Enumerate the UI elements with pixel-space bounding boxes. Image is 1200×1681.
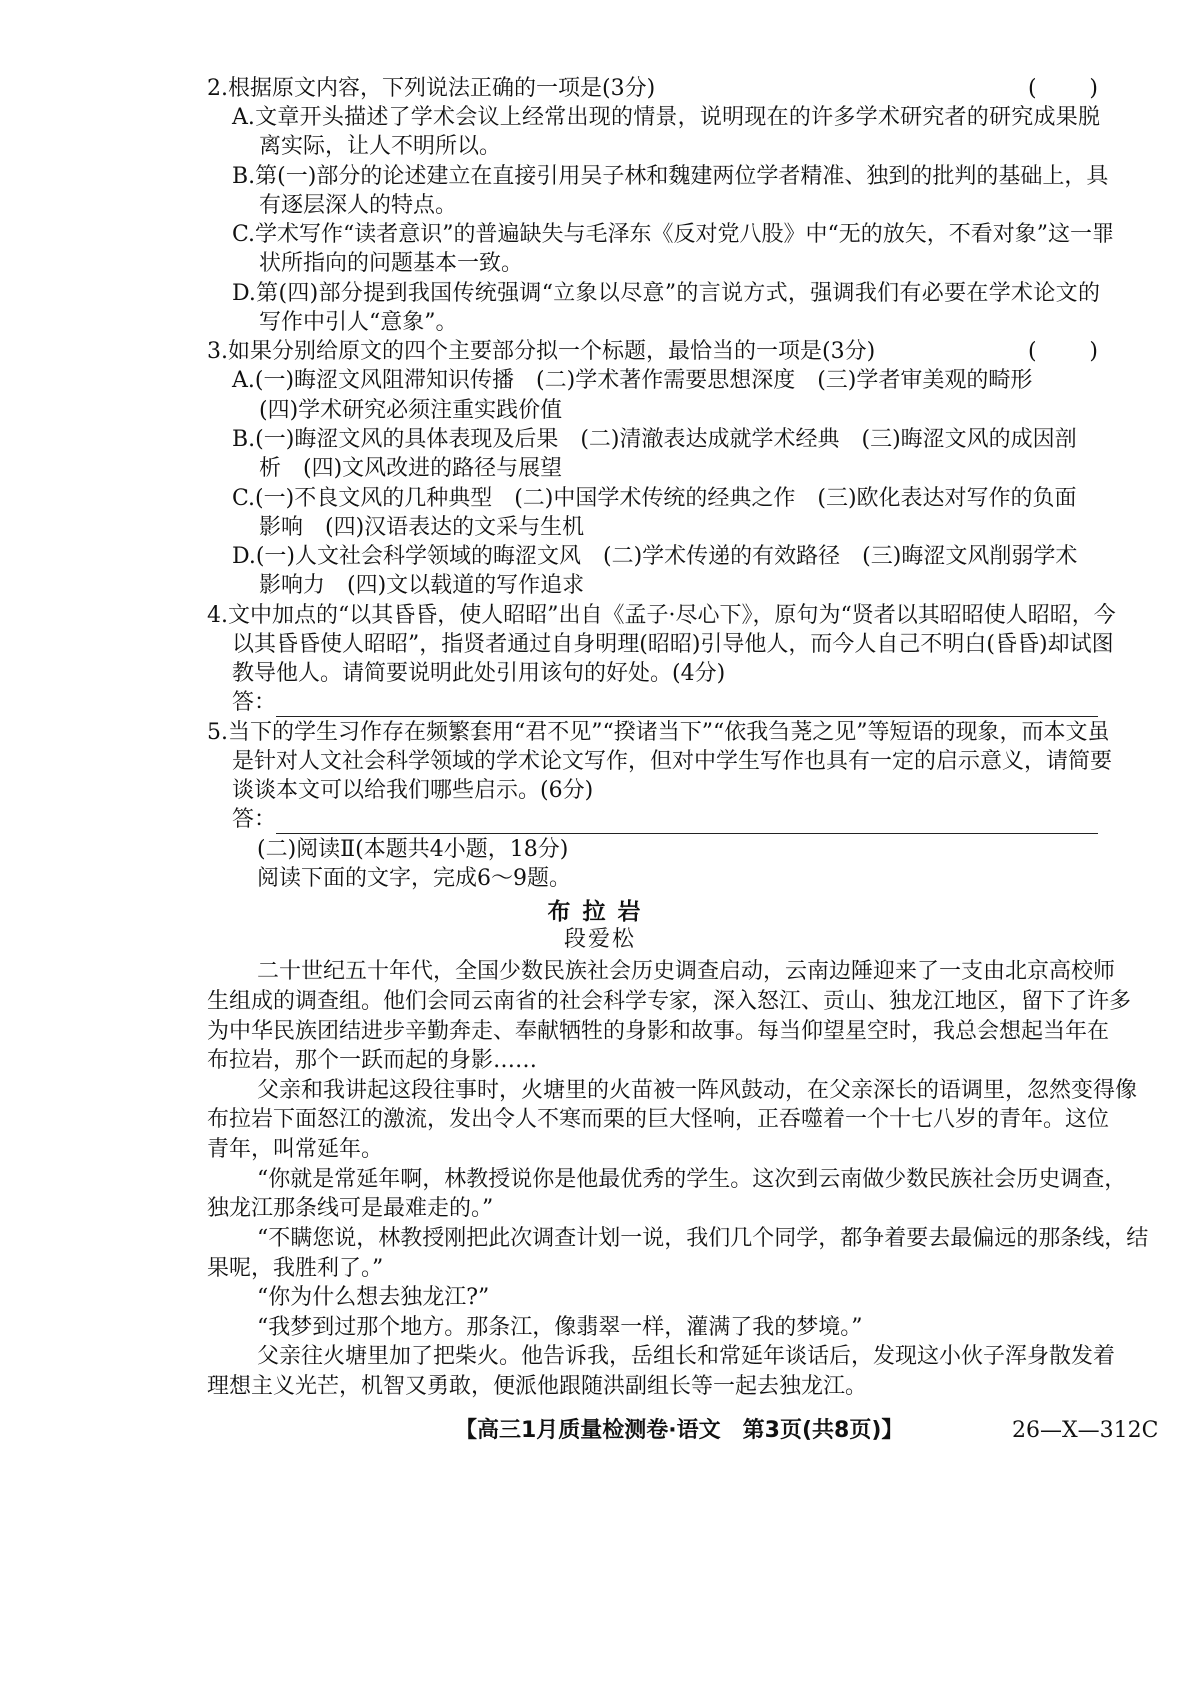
q3-option-b: B.(一)晦涩文风的具体表现及后果 (二)清澈表达成就学术经典 (三)晦涩文风的成因剖 (232, 427, 1077, 452)
q3-stem: 3.如果分别给原文的四个主要部分拟一个标题，最恰当的一项是(3分) (207, 339, 876, 364)
q2-option-c: C.学术写作“读者意识”的普遍缺失与毛泽东《反对党八股》中“无的放矢，不看对象”这一罪 (232, 222, 1115, 247)
q3-option-d-cont: 影响力 (四)文以载道的写作追求 (259, 573, 585, 598)
page-footer (0, 1414, 1200, 1448)
q5-stem-line-3: 谈谈本文可以给我们哪些启示。(6分) (232, 778, 594, 803)
q2-stem: 2.根据原文内容，下列说法正确的一项是(3分) (207, 76, 656, 101)
q2-option-b-cont: 有逐层深人的特点。 (259, 193, 458, 218)
story-p2-line-3: 青年，叫常延年。 (207, 1137, 384, 1162)
story-p4-line-2: 果呢，我胜利了。” (207, 1256, 384, 1281)
q5-stem-line-1: 5.当下的学生习作存在频繁套用“君不见”“揆诸当下”“依我刍荛之见”等短语的现象，而本文虽 (207, 720, 1110, 745)
q2-option-d: D.第(四)部分提到我国传统强调“立象以尽意”的言说方式，强调我们有必要在学术论文的 (232, 281, 1100, 306)
story-p7-line-2: 理想主义光芒，机智又勇敢，便派他跟随洪副组长等一起去独龙江。 (207, 1374, 868, 1399)
story-author: 段爱松 (563, 927, 636, 952)
q2-option-b: B.第(一)部分的论述建立在直接引用吴子林和魏建两位学者精准、独到的批判的基础上，具 (232, 164, 1109, 189)
q5-answer-row (0, 803, 1200, 837)
section-instruction: 阅读下面的文字，完成6～9题。 (257, 866, 571, 891)
q4-stem-line-3: 教导他人。请简要说明此处引用该句的好处。(4分) (232, 661, 726, 686)
story-p5: “你为什么想去独龙江?” (257, 1285, 490, 1310)
q3-option-d: D.(一)人文社会科学领域的晦涩文风 (二)学术传递的有效路径 (三)晦涩文风削弱学术 (232, 544, 1078, 569)
q4-answer-label: 答： (232, 690, 277, 715)
section-heading: (二)阅读Ⅱ(本题共4小题，18分) (257, 837, 569, 862)
story-p2-line-1: 父亲和我讲起这段往事时，火塘里的火苗被一阵风鼓动，在父亲深长的语调里，忽然变得像 (257, 1078, 1138, 1103)
q2-answer-paren: ( ) (1028, 76, 1098, 101)
q4-stem-line-2: 以其昏昏使人昭昭”，指贤者通过自身明理(昭昭)引导他人，而今人自己不明白(昏昏)却试图 (232, 632, 1114, 657)
story-p4-line-1: “不瞒您说，林教授刚把此次调查计划一说，我们几个同学，都争着要去最偏远的那条线，结 (257, 1226, 1149, 1251)
story-p3-line-2: 独龙江那条线可是最难走的。” (207, 1196, 494, 1221)
story-p1-line-1: 二十世纪五十年代，全国少数民族社会历史调查启动，云南边陲迎来了一支由北京高校师 (257, 959, 1116, 984)
q2-option-a: A.文章开头描述了学术会议上经常出现的情景，说明现在的许多学术研究者的研究成果脱 (232, 105, 1100, 130)
story-p2-line-2: 布拉岩下面怒江的激流，发出令人不寒而栗的巨大怪响，正吞噬着一个十七八岁的青年。这位 (207, 1107, 1110, 1132)
story-p7-line-1: 父亲往火塘里加了把柴火。他告诉我，岳组长和常延年谈话后，发现这小伙子浑身散发着 (257, 1344, 1116, 1369)
footer-exam-info: 【高三1月质量检测卷·语文 第3页(共8页)】 (455, 1418, 904, 1443)
footer-code: 26—X—312C (1012, 1418, 1159, 1443)
story-p1-line-2: 生组成的调查组。他们会同云南省的社会科学专家，深入怒江、贡山、独龙江地区，留下了许多 (207, 989, 1132, 1014)
story-p6: “我梦到过那个地方。那条江，像翡翠一样，灌满了我的梦境。” (257, 1315, 863, 1340)
q2-option-d-cont: 写作中引人“意象”。 (259, 310, 458, 335)
story-title: 布拉岩 (547, 899, 653, 925)
q3-option-c: C.(一)不良文风的几种典型 (二)中国学术传统的经典之作 (三)欧化表达对写作的负面 (232, 486, 1077, 511)
story-p3-line-1: “你就是常延年啊，林教授说你是他最优秀的学生。这次到云南做少数民族社会历史调查， (257, 1167, 1127, 1192)
story-author-line (0, 923, 1200, 957)
q2-option-a-cont: 离实际，让人不明所以。 (259, 134, 502, 159)
q2-option-c-cont: 状所指向的问题基本一致。 (259, 251, 524, 276)
q4-stem-line-1: 4.文中加点的“以其昏昏，使人昭昭”出自《孟子·尽心下》，原句为“贤者以其昭昭使人昭昭，今 (207, 603, 1116, 628)
story-p1-line-4: 布拉岩，那个一跃而起的身影…… (207, 1048, 538, 1073)
q3-option-c-cont: 影响 (四)汉语表达的文采与生机 (259, 515, 585, 540)
q4-answer-row (0, 686, 1200, 720)
story-p1-line-3: 为中华民族团结进步辛勤奔走、奉献牺牲的身影和故事。每当仰望星空时，我总会想起当年在 (207, 1019, 1110, 1044)
q3-option-b-cont: 析 (四)文风改进的路径与展望 (259, 456, 563, 481)
q3-answer-paren: ( ) (1028, 339, 1098, 364)
q5-stem-line-2: 是针对人文社会科学领域的学术论文写作，但对中学生写作也具有一定的启示意义，请简要 (232, 749, 1113, 774)
q3-option-a: A.(一)晦涩文风阻滞知识传播 (二)学术著作需要思想深度 (三)学者审美观的畸形 (232, 368, 1033, 393)
q3-option-a-cont: (四)学术研究必须注重实践价值 (259, 398, 563, 423)
q5-answer-label: 答： (232, 807, 277, 832)
